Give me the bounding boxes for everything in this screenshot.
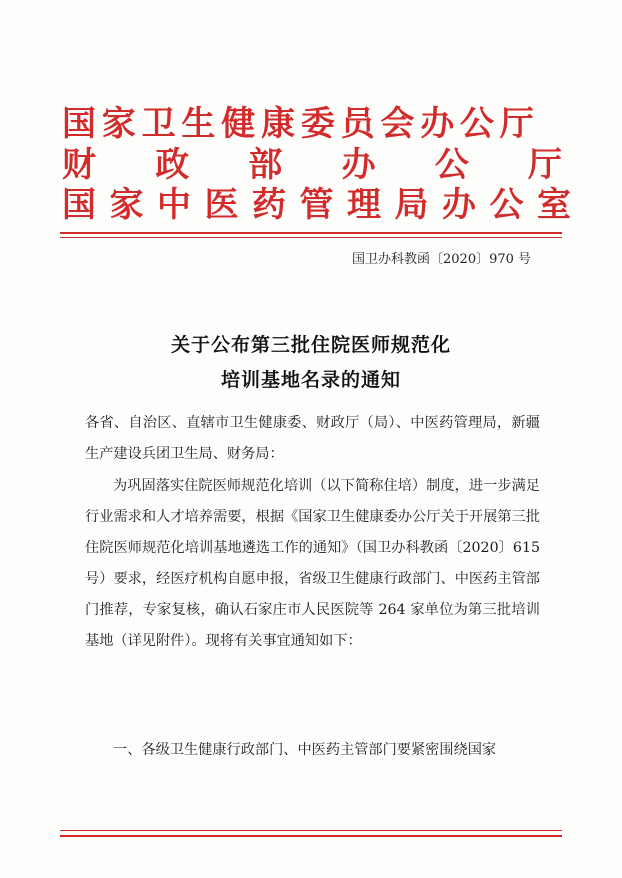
issuer-line-2-char: 公: [434, 145, 469, 185]
document-number: 国卫办科教函〔2020〕970 号: [352, 252, 532, 267]
document-title-line-1: 关于公布第三批住院医师规范化: [170, 334, 451, 356]
issuer-line-1: 国家卫生健康委员会办公厅: [62, 104, 540, 144]
header-red-rule-thin: [60, 237, 562, 238]
footer-red-rule-thin: [60, 830, 562, 831]
header-red-rule-thick: [60, 232, 562, 234]
footer-red-rule-thick: [60, 835, 562, 837]
issuer-line-2: [62, 145, 562, 185]
salutation: 各省、自治区、直辖市卫生健康委、财政厅（局）、中医药管理局，新疆生产建设兵团卫生局、财务局：: [85, 415, 540, 462]
body-paragraph: 一、各级卫生健康行政部门、中医药主管部门要紧密围绕国家: [113, 742, 497, 758]
body-paragraph: 为巩固落实住院医师规范化培训（以下简称住培）制度，进一步满足行业需求和人才培养需要，根据《国家卫生健康委办公厅关于开展第三批住院医师规范化培训基地遴选工作的通知》（国卫办科教函〔2020〕615 号）要求，经医疗机构自愿申报，省级卫生健康行政部门、中医药主管部门推荐，专家复核，确认石家庄市人民医院等 264 家单位为第三批培训基地（详见附件）。现将有关事宜通知如下：: [85, 478, 540, 649]
issuer-line-2-char: 厅: [527, 145, 562, 185]
issuer-line-3: 国家中医药管理局办公室: [62, 185, 585, 225]
issuer-line-2-char: 政: [155, 145, 190, 185]
issuer-line-2-char: 部: [248, 145, 283, 185]
issuer-line-2-char: 办: [341, 145, 376, 185]
document-title-line-2: 培训基地名录的通知: [220, 369, 401, 391]
issuer-line-2-char: 财: [62, 145, 96, 185]
